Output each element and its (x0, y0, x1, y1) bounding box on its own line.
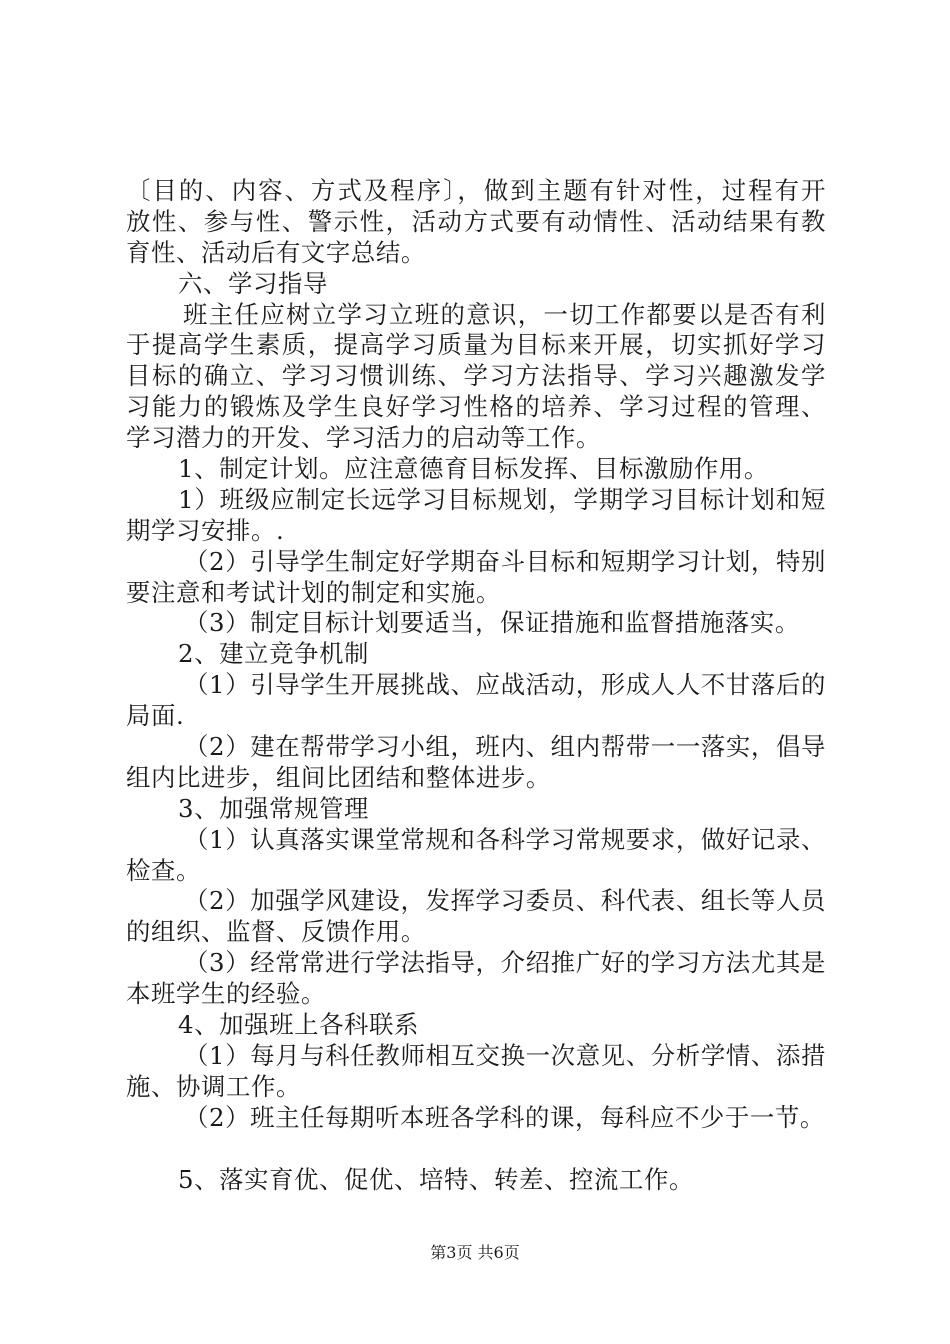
text-line: 本班学生的经验。 (126, 979, 326, 1009)
text-line: （2）引导学生制定好学期奋斗目标和短期学习计划，特别 (184, 546, 826, 576)
text-line: 期学习安排。. (126, 515, 285, 545)
text-line: （1）每月与科任教师相互交换一次意见、分析学情、添措 (184, 1040, 826, 1070)
text-line: （2）班主任每期听本班各学科的课，每科应不少于一节。 (184, 1102, 825, 1132)
text-line: （2）建在帮带学习小组，班内、组内帮带一一落实，倡导 (184, 732, 826, 762)
text-line: （1）引导学生开展挑战、应战活动，形成人人不甘落后的 (184, 670, 826, 700)
section-heading: 六、学习指导 (178, 268, 328, 298)
subsection-heading: 3、加强常规管理 (178, 793, 370, 823)
text-line: 的组织、监督、反馈作用。 (126, 917, 426, 947)
text-line: 〔目的、内容、方式及程序〕，做到主题有针对性，过程有开 (126, 176, 826, 205)
text-line: 学习潜力的开发、学习活力的启动等工作。 (126, 423, 601, 453)
text-line: 1）班级应制定长远学习目标规划，学期学习目标计划和短 (178, 484, 826, 514)
text-line: 于提高学生素质，提高学习质量为目标来开展，切实抓好学习 (126, 330, 826, 360)
page-footer (0, 1243, 950, 1263)
text-line: （2）加强学风建设，发挥学习委员、科代表、组长等人员 (184, 886, 826, 916)
subsection-heading: 5、落实育优、促优、培特、转差、控流工作。 (178, 1164, 694, 1194)
text-line: 班主任应树立学习立班的意识，一切工作都要以是否有利 (183, 299, 826, 329)
text-line: 组内比进步，组间比团结和整体进步。 (126, 762, 551, 792)
text-line: 习能力的锻炼及学生良好学习性格的培养、学习过程的管理、 (126, 392, 826, 422)
page-number-label: 第3页 共6页 (430, 1243, 520, 1262)
text-line: （1）认真落实课堂常规和各科学习常规要求，做好记录、 (184, 824, 826, 854)
text-line: （3）制定目标计划要适当，保证措施和监督措施落实。 (184, 608, 800, 638)
subsection-heading: 4、加强班上各科联系 (178, 1010, 420, 1040)
text-line: （3）经常常进行学法指导，介绍推广好的学习方法尤其是 (184, 948, 826, 978)
subsection-heading: 2、建立竞争机制 (178, 639, 370, 669)
text-line: 育性、活动后有文字总结。 (126, 237, 426, 267)
subsection-heading: 1、制定计划。应注意德育目标发挥、目标激励作用。 (178, 454, 769, 484)
text-line: 目标的确立、学习习惯训练、学习方法指导、学习兴趣激发学 (126, 361, 826, 391)
text-line: 施、协调工作。 (126, 1071, 301, 1101)
text-line: 放性、参与性、警示性，活动方式要有动情性、活动结果有教 (126, 206, 826, 236)
text-line: 检查。 (126, 855, 201, 885)
document-body (126, 176, 826, 1196)
text-line: 局面. (126, 701, 185, 731)
text-line: 要注意和考试计划的制定和实施。 (126, 577, 501, 607)
